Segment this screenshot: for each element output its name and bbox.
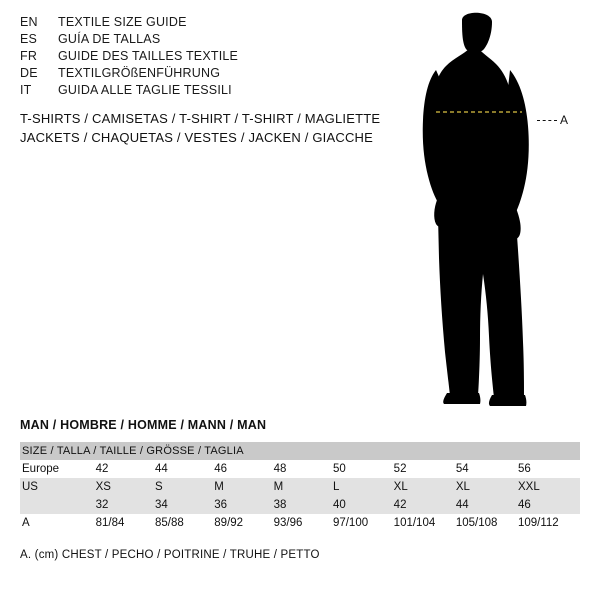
table-cell: M [274,478,333,496]
table-title: MAN / HOMBRE / HOMME / MANN / MAN [20,418,267,432]
table-cell: 93/96 [274,514,333,532]
table-row [20,496,580,514]
table-cell: 101/104 [394,514,456,532]
row-label [20,496,96,514]
table-cell: 38 [274,496,333,514]
table-cell: XS [96,478,155,496]
table-cell: M [214,478,273,496]
row-label: Europe [20,460,96,478]
table-row [20,514,580,532]
table-cell: 42 [394,496,456,514]
table-header-row [20,442,580,460]
table-cell: 32 [96,496,155,514]
table-header-label: SIZE / TALLA / TAILLE / GRÖSSE / TAGLIA [20,442,580,460]
table-cell: L [333,478,394,496]
row-label: A [20,514,96,532]
table-cell: 44 [155,460,214,478]
language-text: TEXTILGRÖßENFÜHRUNG [58,66,221,80]
table-cell: 81/84 [96,514,155,532]
language-text: GUIDE DES TAILLES TEXTILE [58,49,239,63]
table-cell: 109/112 [518,514,580,532]
table-cell: S [155,478,214,496]
footnote: A. (cm) CHEST / PECHO / POITRINE / TRUHE / PETTO [20,549,320,561]
table-cell: XL [456,478,518,496]
table-cell: 56 [518,460,580,478]
body-silhouette-figure [400,8,600,408]
marker-label-a: A [560,113,569,127]
table-cell: 36 [214,496,273,514]
table-cell: 89/92 [214,514,273,532]
table-cell: 42 [96,460,155,478]
table-cell: 105/108 [456,514,518,532]
table-cell: 46 [214,460,273,478]
language-text: TEXTILE SIZE GUIDE [58,15,187,29]
language-row [20,15,380,32]
table-cell: 52 [394,460,456,478]
language-code: DE [20,66,38,80]
language-row [20,49,380,66]
marker-leader-line [537,120,557,121]
table-cell: XL [394,478,456,496]
language-code: ES [20,32,38,46]
size-table [20,442,580,532]
table-row [20,478,580,496]
table-cell: 44 [456,496,518,514]
language-row [20,83,380,100]
male-silhouette-icon [400,8,600,408]
table-cell: 34 [155,496,214,514]
category-tshirts: T-SHIRTS / CAMISETAS / T-SHIRT / T-SHIRT / MAGLIETTE [20,111,381,126]
table-cell: 48 [274,460,333,478]
language-text: GUÍA DE TALLAS [58,32,161,46]
language-row [20,66,380,83]
table-cell: XXL [518,478,580,496]
table-cell: 54 [456,460,518,478]
table-cell: 97/100 [333,514,394,532]
table-cell: 50 [333,460,394,478]
category-jackets: JACKETS / CHAQUETAS / VESTES / JACKEN / GIACCHE [20,130,374,145]
language-row [20,32,380,49]
language-code: FR [20,49,38,63]
table-cell: 46 [518,496,580,514]
language-list [20,15,380,100]
table-cell: 40 [333,496,394,514]
garment-categories [20,109,400,147]
language-code: IT [20,83,32,97]
language-code: EN [20,15,38,29]
table-cell: 85/88 [155,514,214,532]
table-row [20,460,580,478]
language-text: GUIDA ALLE TAGLIE TESSILI [58,83,232,97]
row-label: US [20,478,96,496]
